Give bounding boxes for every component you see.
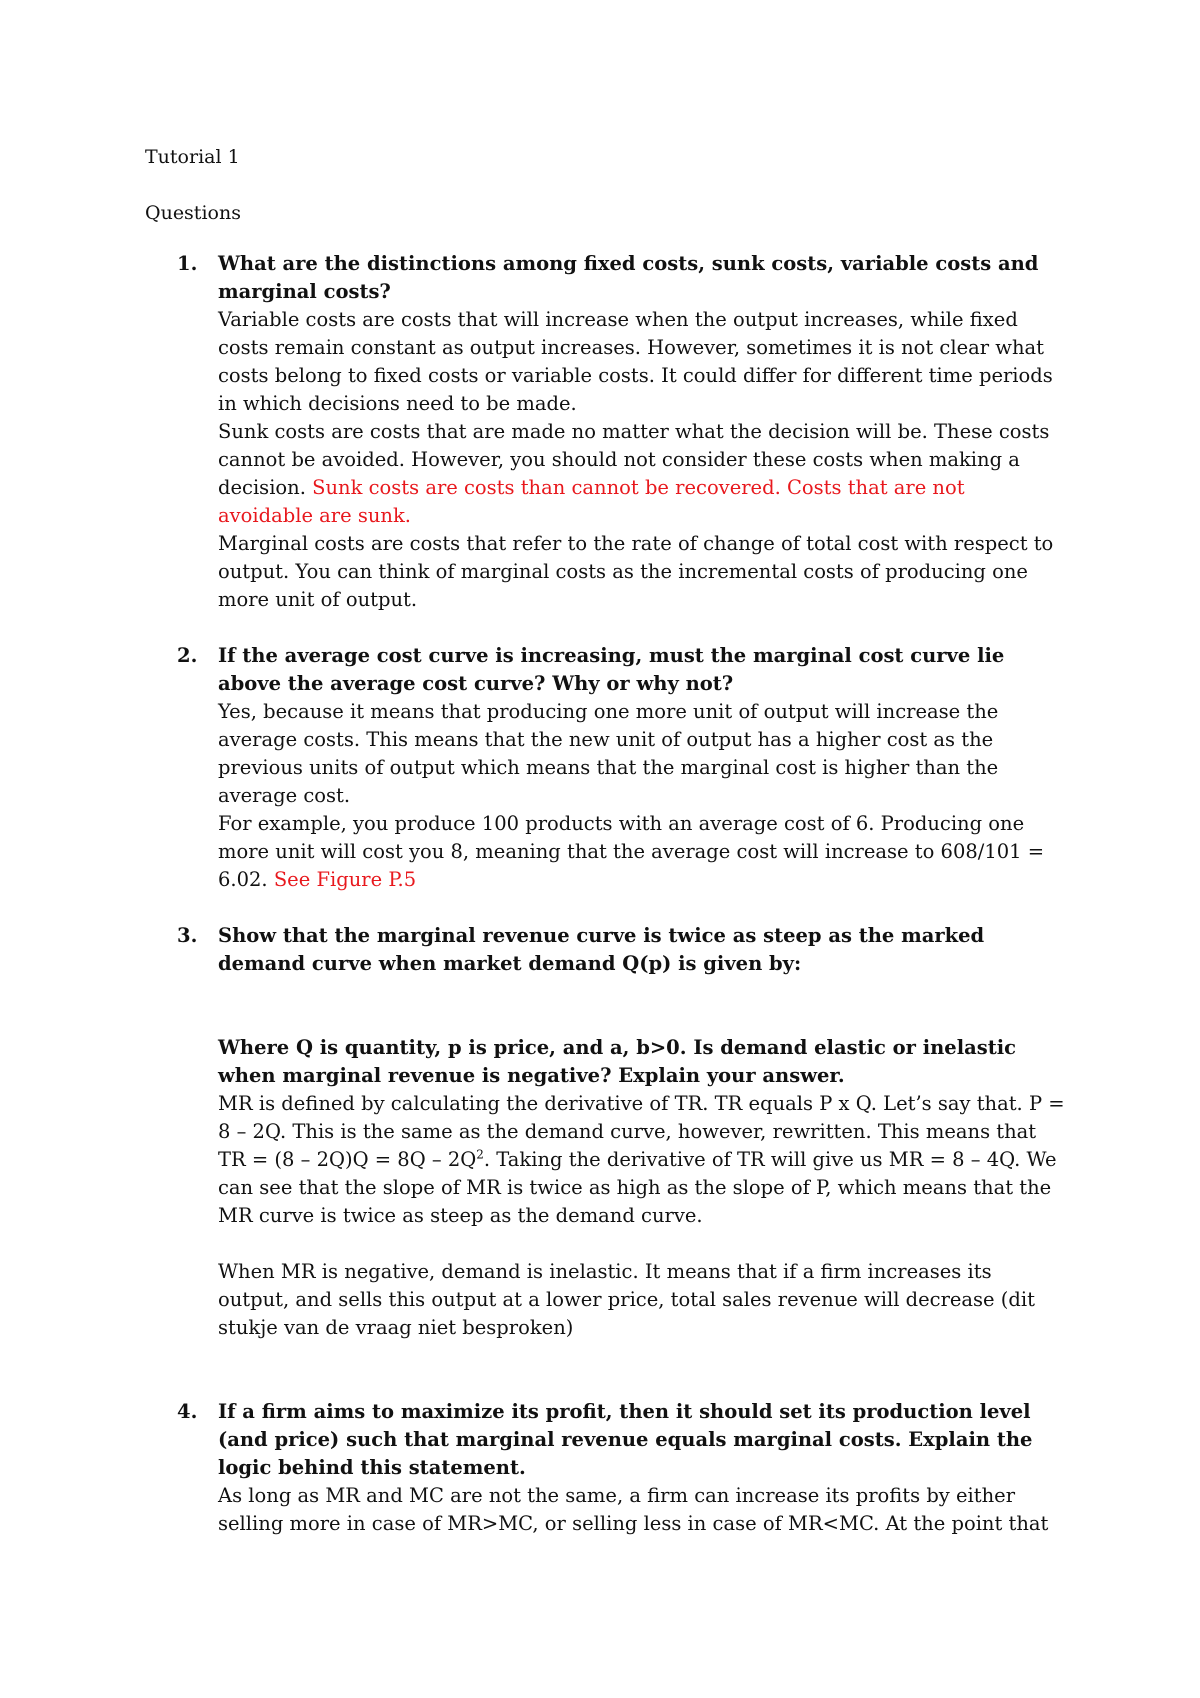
- answer-paragraph: Marginal costs are costs that refer to the rate of change of total cost with respect to output. You can think of marginal costs as the incremental costs of producing one more unit of output.: [218, 532, 1054, 611]
- question-list: [145, 250, 1065, 1538]
- answer-text: . Taking the derivative of TR will give us MR = 8 – 4Q. We can see that the slope of MR is twice as high as the slope of P, which means that the MR curve is twice as steep as the demand curve.: [218, 1148, 1057, 1227]
- answer-text: Sunk costs are costs that are made no matter what the decision will be. These costs cannot be avoided. However, you should not consider these costs when making a decision.: [218, 420, 1050, 499]
- question-item-2: [145, 642, 1065, 922]
- answer-paragraph: Variable costs are costs that will increase when the output increases, while fixed costs remain constant as output increases. However, sometimes it is not clear what costs belong to fixed costs or variable costs. It could differ for different time periods in which decisions need to be made.: [218, 308, 1053, 415]
- document-title: Tutorial 1: [145, 146, 240, 168]
- answer-correction: Sunk costs are costs than cannot be recovered. Costs that are not avoidable are sunk.: [218, 476, 965, 527]
- question-number: 2.: [177, 644, 198, 667]
- answer-text: For example, you produce 100 products with an average cost of 6. Producing one more unit will cost you 8, meaning that the average cost will increase to 608/101 = 6.02.: [218, 812, 1045, 891]
- answer-paragraph: [218, 810, 1065, 894]
- question-text: If the average cost curve is increasing, must the marginal cost curve lie above the average cost curve? Why or why not?: [218, 644, 1005, 695]
- question-item-4: [145, 1398, 1065, 1538]
- answer-paragraph: Yes, because it means that producing one more unit of output will increase the average costs. This means that the new unit of output has a higher cost as the previous units of output which means that the marginal cost is higher than the average cost.: [218, 700, 999, 807]
- answer-paragraph: When MR is negative, demand is inelastic. It means that if a firm increases its output, and sells this output at a lower price, total sales revenue will decrease (dit stukje van de vraag niet besproken): [218, 1260, 1035, 1339]
- question-number: 1.: [177, 252, 198, 275]
- section-heading: Questions: [145, 202, 241, 224]
- answer-paragraph: As long as MR and MC are not the same, a firm can increase its profits by either selling more in case of MR>MC, or selling less in case of MR<MC. At the point that: [218, 1484, 1049, 1535]
- question-text: What are the distinctions among fixed costs, sunk costs, variable costs and marginal costs?: [218, 252, 1039, 303]
- question-text: Show that the marginal revenue curve is twice as steep as the marked demand curve when market demand Q(p) is given by:: [218, 924, 985, 975]
- question-item-3: [145, 922, 1065, 1398]
- answer-paragraph: [218, 1090, 1065, 1230]
- answer-paragraph: [218, 418, 1065, 530]
- question-number: 3.: [177, 924, 198, 947]
- question-number: 4.: [177, 1400, 198, 1423]
- answer-text: MR is defined by calculating the derivative of TR. TR equals P x Q. Let’s say that. P = 8 – 2Q. This is the same as the demand curve, however, rewritten. This means that TR = (8 – 2Q)Q = 8Q – 2Q: [218, 1092, 1065, 1171]
- question-text: If a firm aims to maximize its profit, then it should set its production level (and price) such that marginal revenue equals marginal costs. Explain the logic behind this statement.: [218, 1400, 1033, 1479]
- superscript: 2: [476, 1147, 484, 1162]
- question-item-1: [145, 250, 1065, 642]
- answer-correction: See Figure P.5: [273, 868, 417, 891]
- question-text-continued: Where Q is quantity, p is price, and a, b>0. Is demand elastic or inelastic when marginal revenue is negative? Explain your answer.: [218, 1036, 1017, 1087]
